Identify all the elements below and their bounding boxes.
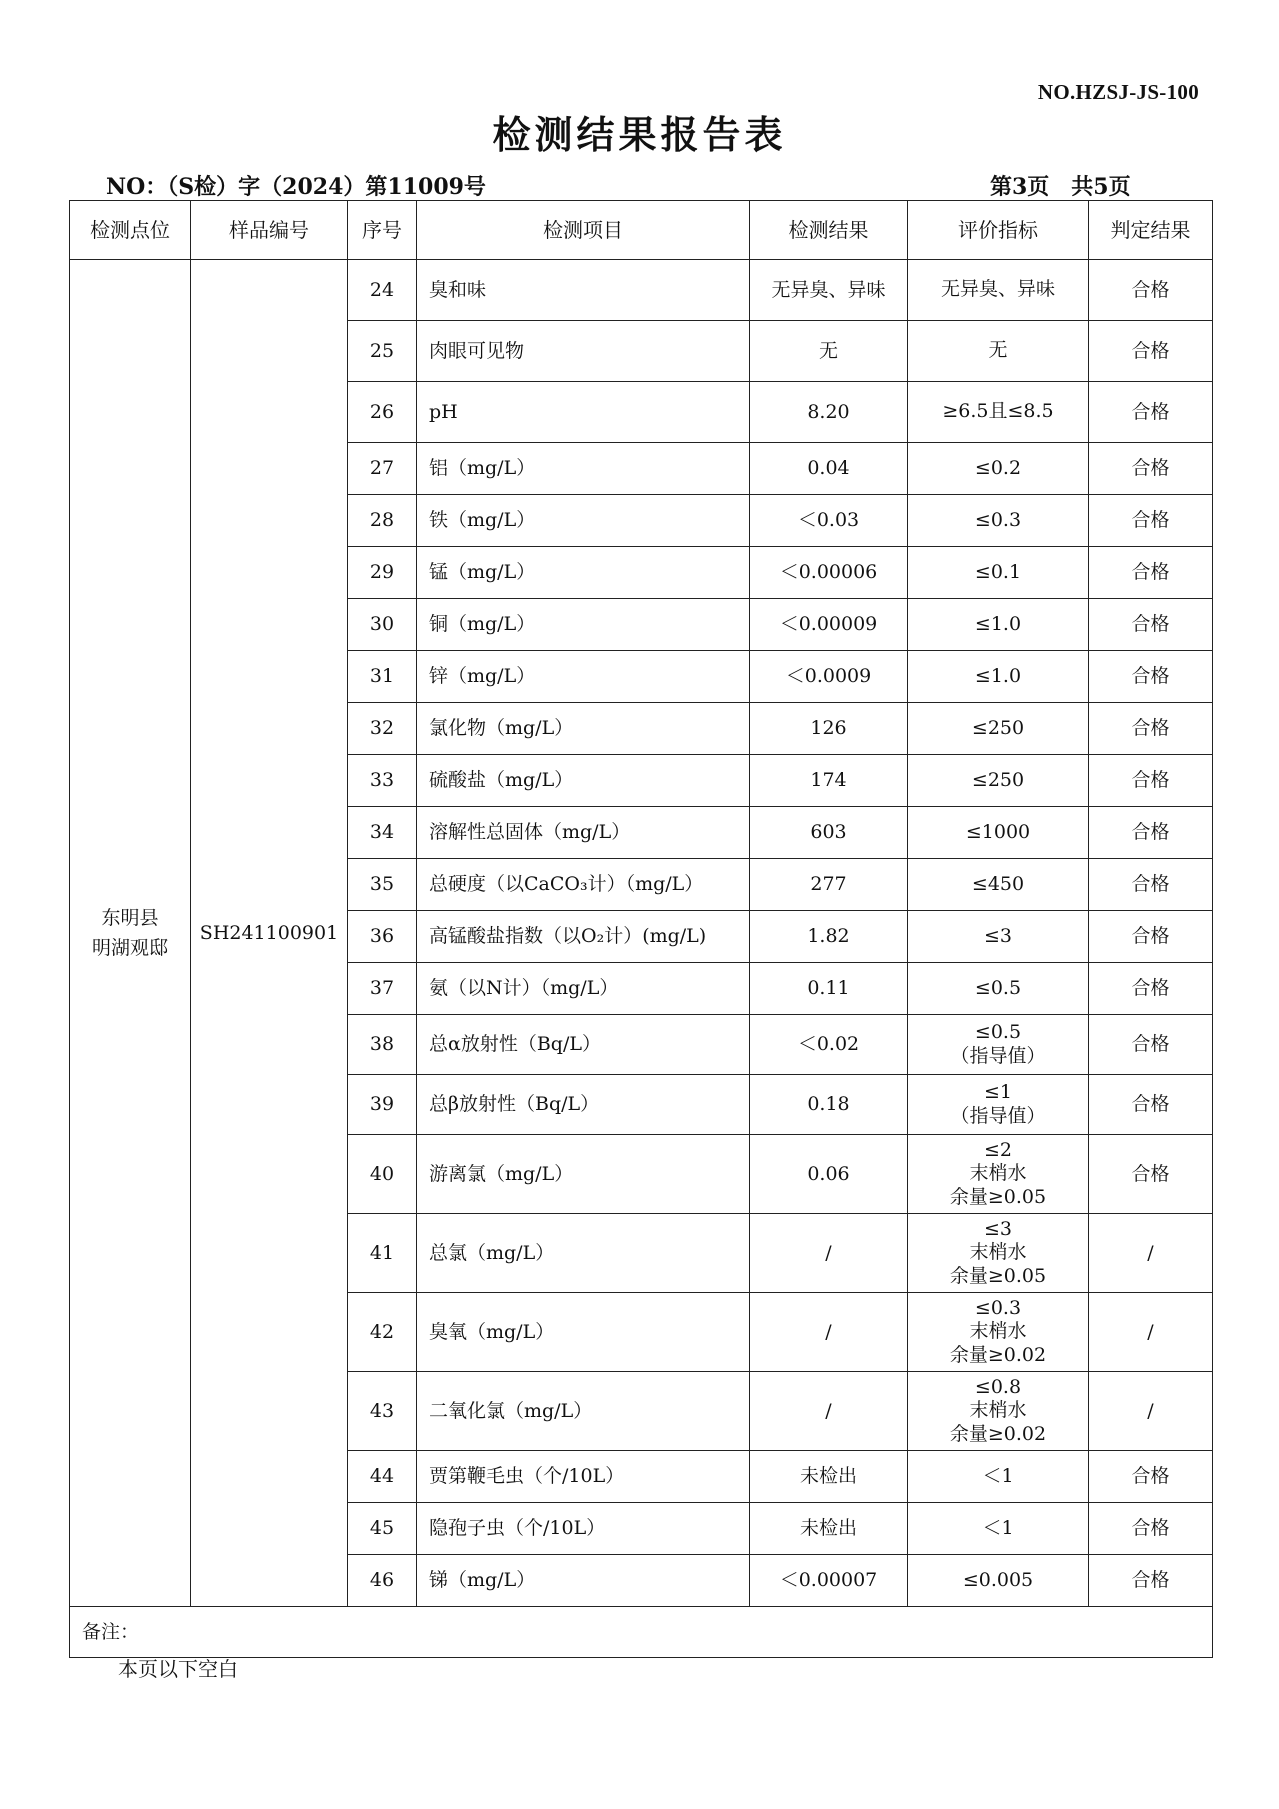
verdict: 合格 [1089, 1075, 1213, 1135]
test-item: 二氧化氯（mg/L） [417, 1372, 750, 1451]
evaluation-standard [908, 1135, 1089, 1214]
standard-line: ≤0.005 [962, 1568, 1034, 1591]
test-result: 126 [750, 703, 908, 755]
row-number: 28 [348, 495, 417, 547]
evaluation-standard [908, 260, 1089, 321]
test-result: 603 [750, 807, 908, 859]
verdict: 合格 [1089, 1451, 1213, 1503]
evaluation-standard [908, 495, 1089, 547]
evaluation-standard [908, 1075, 1089, 1135]
test-item: 肉眼可见物 [417, 321, 750, 382]
standard-line: 余量≥0.02 [949, 1422, 1047, 1445]
row-number: 29 [348, 547, 417, 599]
column-header: 检测结果 [750, 201, 908, 260]
standard-line: ≤250 [971, 768, 1025, 791]
test-item: 溶解性总固体（mg/L） [417, 807, 750, 859]
standard-line: ≤0.5 [974, 1021, 1022, 1044]
standard-line: 末梢水 [969, 1399, 1027, 1422]
row-number: 36 [348, 911, 417, 963]
verdict: / [1089, 1372, 1213, 1451]
verdict: 合格 [1089, 260, 1213, 321]
test-result: 未检出 [750, 1503, 908, 1555]
verdict: 合格 [1089, 963, 1213, 1015]
standard-line: ≤0.3 [974, 1297, 1022, 1320]
test-item: 臭和味 [417, 260, 750, 321]
row-number: 40 [348, 1135, 417, 1214]
test-item: 总α放射性（Bq/L） [417, 1015, 750, 1075]
verdict: 合格 [1089, 1503, 1213, 1555]
row-number: 43 [348, 1372, 417, 1451]
evaluation-standard [908, 1503, 1089, 1555]
evaluation-standard [908, 1214, 1089, 1293]
page-info: 第3页 共5页 [990, 174, 1131, 200]
evaluation-standard [908, 1451, 1089, 1503]
standard-line: ≤250 [971, 716, 1025, 739]
test-result: ＜0.03 [750, 495, 908, 547]
test-item: pH [417, 382, 750, 443]
test-result: ＜0.00009 [750, 599, 908, 651]
row-number: 46 [348, 1555, 417, 1607]
site-line: 明湖观邸 [91, 937, 168, 959]
sample-id-cell: SH241100901 [191, 260, 348, 1607]
verdict: / [1089, 1214, 1213, 1293]
test-result: 0.11 [750, 963, 908, 1015]
test-item: 锑（mg/L） [417, 1555, 750, 1607]
test-item: 臭氧（mg/L） [417, 1293, 750, 1372]
test-item: 氯化物（mg/L） [417, 703, 750, 755]
evaluation-standard [908, 1293, 1089, 1372]
evaluation-standard [908, 547, 1089, 599]
standard-line: 末梢水 [969, 1320, 1027, 1343]
report-title: 检测结果报告表 [492, 112, 787, 157]
test-item: 总β放射性（Bq/L） [417, 1075, 750, 1135]
evaluation-standard [908, 1015, 1089, 1075]
row-number: 35 [348, 859, 417, 911]
standard-line: 末梢水 [969, 1241, 1027, 1264]
test-result: 277 [750, 859, 908, 911]
standard-line: ≤3 [983, 1218, 1012, 1241]
site-line: 东明县 [101, 906, 159, 929]
evaluation-standard [908, 755, 1089, 807]
row-number: 38 [348, 1015, 417, 1075]
row-number: 44 [348, 1451, 417, 1503]
test-item: 铜（mg/L） [417, 599, 750, 651]
verdict: 合格 [1089, 382, 1213, 443]
test-item: 硫酸盐（mg/L） [417, 755, 750, 807]
row-number: 42 [348, 1293, 417, 1372]
verdict: 合格 [1089, 651, 1213, 703]
column-header: 判定结果 [1089, 201, 1213, 260]
evaluation-standard [908, 963, 1089, 1015]
standard-line: ≤0.2 [974, 456, 1022, 479]
test-result: 0.06 [750, 1135, 908, 1214]
test-item: 总氯（mg/L） [417, 1214, 750, 1293]
verdict: 合格 [1089, 1135, 1213, 1214]
test-item: 锌（mg/L） [417, 651, 750, 703]
verdict: 合格 [1089, 1555, 1213, 1607]
test-result: ＜0.00006 [750, 547, 908, 599]
blank-below-note: 本页以下空白 [118, 1657, 238, 1681]
row-number: 26 [348, 382, 417, 443]
verdict: / [1089, 1293, 1213, 1372]
test-result: 未检出 [750, 1451, 908, 1503]
evaluation-standard [908, 321, 1089, 382]
test-result: / [750, 1293, 908, 1372]
evaluation-standard [908, 1372, 1089, 1451]
test-item: 贾第鞭毛虫（个/10L） [417, 1451, 750, 1503]
test-result: 8.20 [750, 382, 908, 443]
standard-line: ≤3 [983, 924, 1012, 947]
evaluation-standard [908, 859, 1089, 911]
test-result: 无异臭、异味 [750, 260, 908, 321]
row-number: 39 [348, 1075, 417, 1135]
verdict: 合格 [1089, 703, 1213, 755]
test-item: 隐孢子虫（个/10L） [417, 1503, 750, 1555]
test-result: 1.82 [750, 911, 908, 963]
test-item: 铁（mg/L） [417, 495, 750, 547]
standard-line: ＜1 [982, 1464, 1014, 1487]
evaluation-standard [908, 599, 1089, 651]
standard-line: ≤0.5 [974, 976, 1022, 999]
verdict: 合格 [1089, 495, 1213, 547]
row-number: 33 [348, 755, 417, 807]
row-number: 25 [348, 321, 417, 382]
verdict: 合格 [1089, 1015, 1213, 1075]
standard-line: 无异臭、异味 [940, 278, 1055, 301]
standard-line: ≤1 [983, 1081, 1012, 1104]
column-header: 样品编号 [191, 201, 348, 260]
column-header: 序号 [348, 201, 417, 260]
standard-line: ≤1000 [965, 820, 1031, 843]
test-item: 游离氯（mg/L） [417, 1135, 750, 1214]
verdict: 合格 [1089, 599, 1213, 651]
test-item: 锰（mg/L） [417, 547, 750, 599]
verdict: 合格 [1089, 321, 1213, 382]
evaluation-standard [908, 443, 1089, 495]
document-code: NO.HZSJ-JS-100 [1037, 80, 1199, 104]
evaluation-standard [908, 1555, 1089, 1607]
verdict: 合格 [1089, 755, 1213, 807]
test-result: ＜0.0009 [750, 651, 908, 703]
test-result: / [750, 1214, 908, 1293]
row-number: 34 [348, 807, 417, 859]
table-header-row [70, 201, 1213, 260]
verdict: 合格 [1089, 807, 1213, 859]
test-item: 高锰酸盐指数（以O₂计）(mg/L) [417, 911, 750, 963]
evaluation-standard [908, 911, 1089, 963]
test-result: 无 [750, 321, 908, 382]
standard-line: ≤1.0 [974, 664, 1022, 687]
verdict: 合格 [1089, 911, 1213, 963]
standard-line: ≤450 [971, 872, 1025, 895]
row-number: 27 [348, 443, 417, 495]
test-result: / [750, 1372, 908, 1451]
verdict: 合格 [1089, 547, 1213, 599]
standard-line: ≤0.1 [974, 560, 1022, 583]
test-item: 铝（mg/L） [417, 443, 750, 495]
standard-line: ＜1 [982, 1516, 1014, 1539]
standard-line: 余量≥0.02 [949, 1343, 1047, 1366]
evaluation-standard [908, 807, 1089, 859]
row-number: 41 [348, 1214, 417, 1293]
standard-line: ≤1.0 [974, 612, 1022, 635]
standard-line: ≤0.3 [974, 508, 1022, 531]
evaluation-standard [908, 651, 1089, 703]
standard-line: （指导值） [950, 1044, 1046, 1067]
standard-line: 余量≥0.05 [949, 1185, 1047, 1208]
standard-line: 无 [988, 339, 1008, 362]
test-result: 174 [750, 755, 908, 807]
test-item: 总硬度（以CaCO₃计）（mg/L） [417, 859, 750, 911]
row-number: 45 [348, 1503, 417, 1555]
report-number: NO：（S检）字（2024）第11009号 [106, 174, 486, 200]
column-header: 检测点位 [70, 201, 191, 260]
evaluation-standard [908, 703, 1089, 755]
column-header: 检测项目 [417, 201, 750, 260]
row-number: 32 [348, 703, 417, 755]
standard-line: ≥6.5且≤8.5 [942, 400, 1054, 423]
test-result: 0.18 [750, 1075, 908, 1135]
evaluation-standard [908, 382, 1089, 443]
standard-line: ≤2 [983, 1139, 1012, 1162]
standard-line: ≤0.8 [974, 1376, 1022, 1399]
column-header: 评价指标 [908, 201, 1089, 260]
standard-line: 余量≥0.05 [949, 1264, 1047, 1287]
test-result: 0.04 [750, 443, 908, 495]
row-number: 24 [348, 260, 417, 321]
note-row [70, 1607, 1213, 1658]
test-result: ＜0.00007 [750, 1555, 908, 1607]
table-row [70, 260, 1213, 321]
standard-line: 末梢水 [969, 1162, 1027, 1185]
row-number: 31 [348, 651, 417, 703]
results-table [69, 200, 1213, 1658]
site-cell [70, 260, 191, 1607]
note-label: 备注： [70, 1607, 1213, 1658]
row-number: 30 [348, 599, 417, 651]
verdict: 合格 [1089, 443, 1213, 495]
standard-line: （指导值） [950, 1104, 1046, 1127]
test-item: 氨（以N计）（mg/L） [417, 963, 750, 1015]
test-result: ＜0.02 [750, 1015, 908, 1075]
row-number: 37 [348, 963, 417, 1015]
verdict: 合格 [1089, 859, 1213, 911]
